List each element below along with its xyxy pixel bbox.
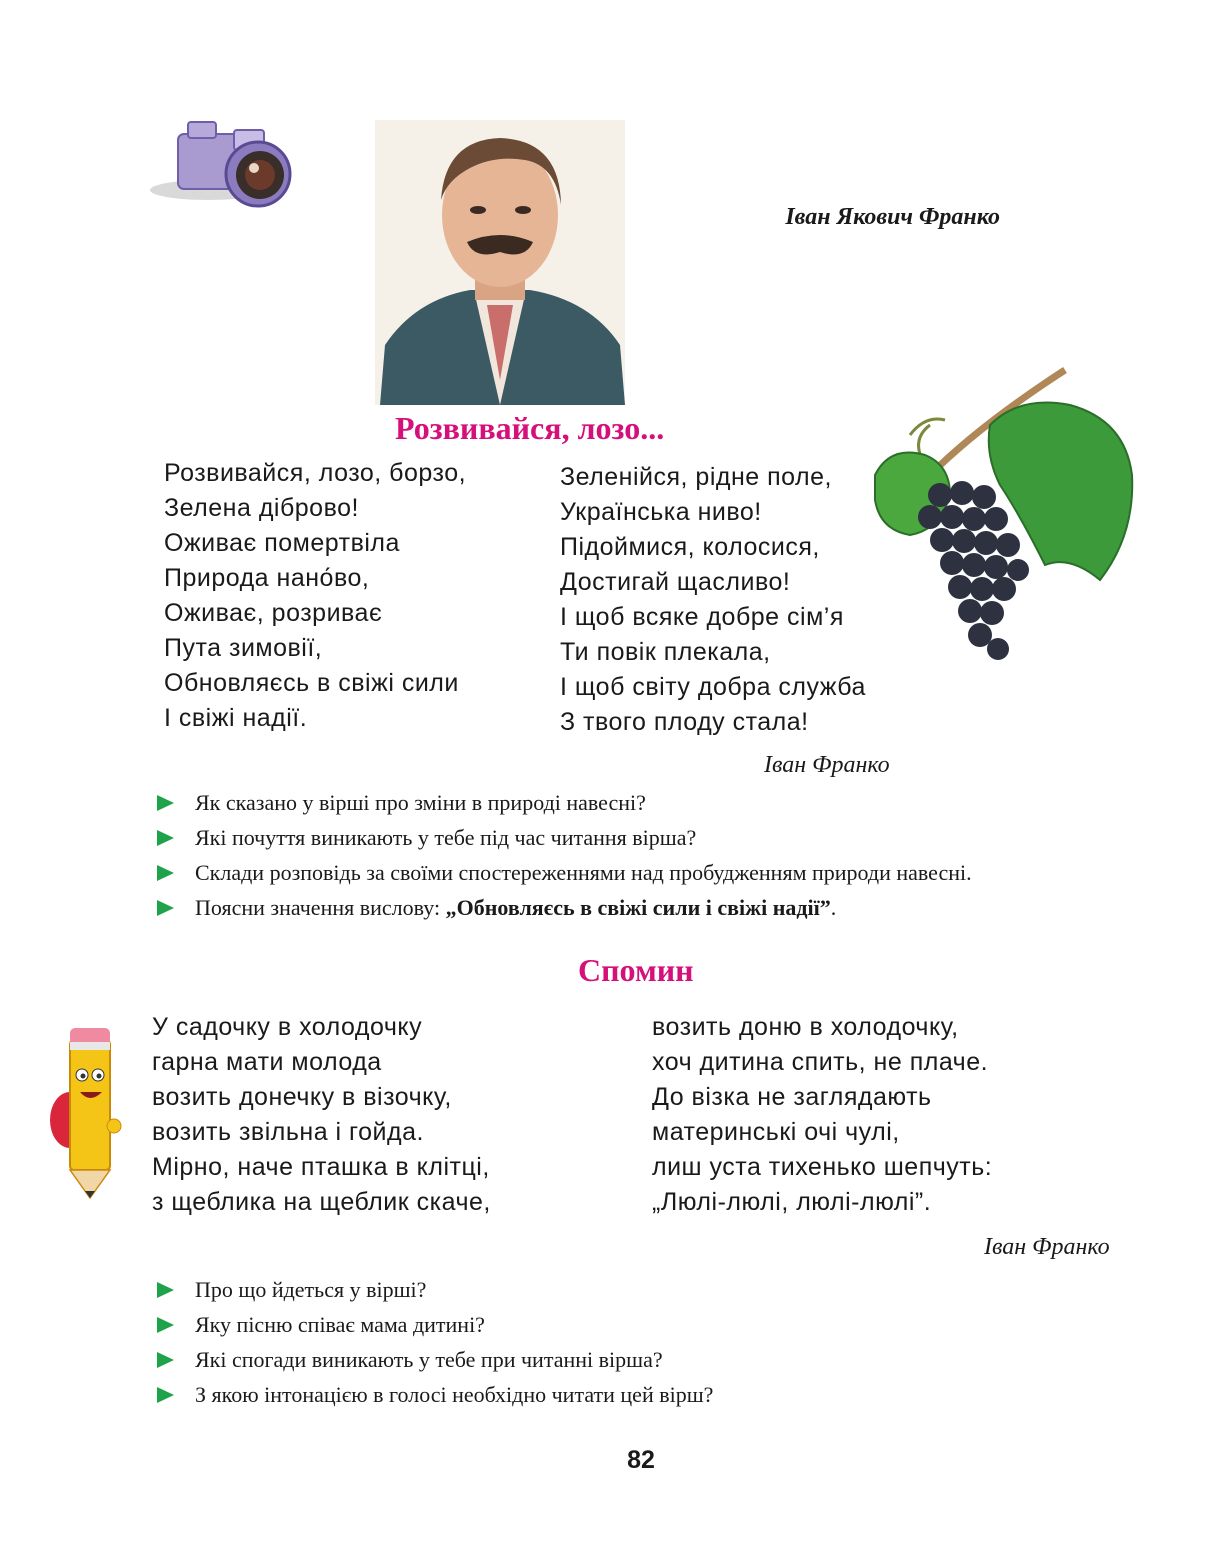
poem-line: возить донечку в візочку,: [152, 1083, 452, 1111]
play-arrow-icon: [157, 1317, 174, 1333]
question-text: Як сказано у вірші про зміни в природі навесні?: [195, 790, 646, 815]
poem-line: І свіжі надії.: [164, 704, 308, 732]
poem-line: Ти повік плекала,: [560, 638, 771, 666]
play-arrow-icon: [157, 1352, 174, 1368]
poem-line: Українська ниво!: [560, 498, 762, 526]
poem-line: Пута зимовії,: [164, 634, 323, 662]
poem-line: Оживає, розриває: [164, 599, 383, 627]
poem-line: гарна мати молода: [152, 1048, 382, 1076]
poem-line: Оживає помертвіла: [164, 529, 400, 557]
portrait-ivan-franko: [375, 120, 625, 405]
poem-line: хоч дитина спить, не плаче.: [652, 1048, 989, 1076]
poem-line: материнські очі чулі,: [652, 1118, 900, 1146]
poem-line: лиш уста тихенько шепчуть:: [652, 1153, 993, 1181]
question-item: [155, 1312, 1155, 1347]
poem-stanza-left: [164, 456, 466, 736]
poem-signature: Іван Франко: [984, 1234, 1110, 1260]
poem-line: возить звільна і гойда.: [152, 1118, 424, 1146]
poem-line: Мірно, наче пташка в клітці,: [152, 1153, 490, 1181]
question-text: Склади розповідь за своїми спостереженнями над пробудженням природи навесні.: [195, 860, 972, 885]
camera-icon: [148, 112, 308, 212]
question-text: Які спогади виникають у тебе при читанні вірша?: [195, 1347, 663, 1372]
question-item: [155, 1347, 1155, 1382]
poem-line: Зелена діброво!: [164, 494, 359, 522]
question-text: Яку пісню співає мама дитині?: [195, 1312, 485, 1337]
question-item: [155, 860, 1155, 895]
question-item: [155, 825, 1155, 860]
pencil-mascot-icon: [48, 1020, 130, 1200]
poem-line: Достигай щасливо!: [560, 568, 791, 596]
question-list: [155, 790, 1155, 930]
question-item: [155, 1277, 1155, 1312]
poem-line: „Люлі-люлі, люлі-люлі”.: [652, 1188, 932, 1216]
page-number: 82: [627, 1446, 655, 1474]
poem-stanza-right: [652, 1010, 992, 1220]
question-item: [155, 1382, 1155, 1417]
poem-line: Підоймися, колосися,: [560, 533, 820, 561]
play-arrow-icon: [157, 1282, 174, 1298]
poem-line: З твого плоду стала!: [560, 708, 809, 736]
poem-line: Розвивайся, лозо, борзо,: [164, 459, 467, 487]
quote-bold: „Обновляєсь в свіжі сили і свіжі надії”: [445, 895, 831, 920]
poem-line: Обновляєсь в свіжі сили: [164, 669, 459, 697]
poem-signature: Іван Франко: [764, 752, 890, 778]
play-arrow-icon: [157, 900, 174, 916]
question-text: Які почуття виникають у тебе під час читання вірша?: [195, 825, 697, 850]
author-full-name: Іван Якович Франко: [785, 204, 1000, 230]
play-arrow-icon: [157, 1387, 174, 1403]
poem-line: До візка не заглядають: [652, 1083, 932, 1111]
poem-line: Природа нано́во,: [164, 564, 370, 592]
play-arrow-icon: [157, 795, 174, 811]
play-arrow-icon: [157, 865, 174, 881]
poem-stanza-left: [152, 1010, 491, 1220]
poem-line: Зеленійся, рідне поле,: [560, 463, 832, 491]
question-list: [155, 1277, 1155, 1417]
question-text: З якою інтонацією в голосі необхідно читати цей вірш?: [195, 1382, 714, 1407]
question-text: Про що йдеться у вірші?: [195, 1277, 427, 1302]
question-text-suffix: .: [830, 895, 837, 920]
poem-line: з щеблика на щеблик скаче,: [152, 1188, 491, 1216]
poem-stanza-right: [560, 460, 866, 740]
grapevine-illustration: [870, 365, 1140, 670]
poem-line: возить доню в холодочку,: [652, 1013, 959, 1041]
poem-title: Розвивайся, лозо...: [395, 410, 665, 446]
poem-line: У садочку в холодочку: [152, 1013, 423, 1041]
question-item: [155, 895, 1155, 930]
play-arrow-icon: [157, 830, 174, 846]
poem-line: І щоб всяке добре сім’я: [560, 603, 844, 631]
poem-title: Спомин: [578, 952, 694, 988]
question-text: Поясни значення вислову:: [195, 895, 446, 920]
question-item: [155, 790, 1155, 825]
poem-line: І щоб світу добра служба: [560, 673, 866, 701]
